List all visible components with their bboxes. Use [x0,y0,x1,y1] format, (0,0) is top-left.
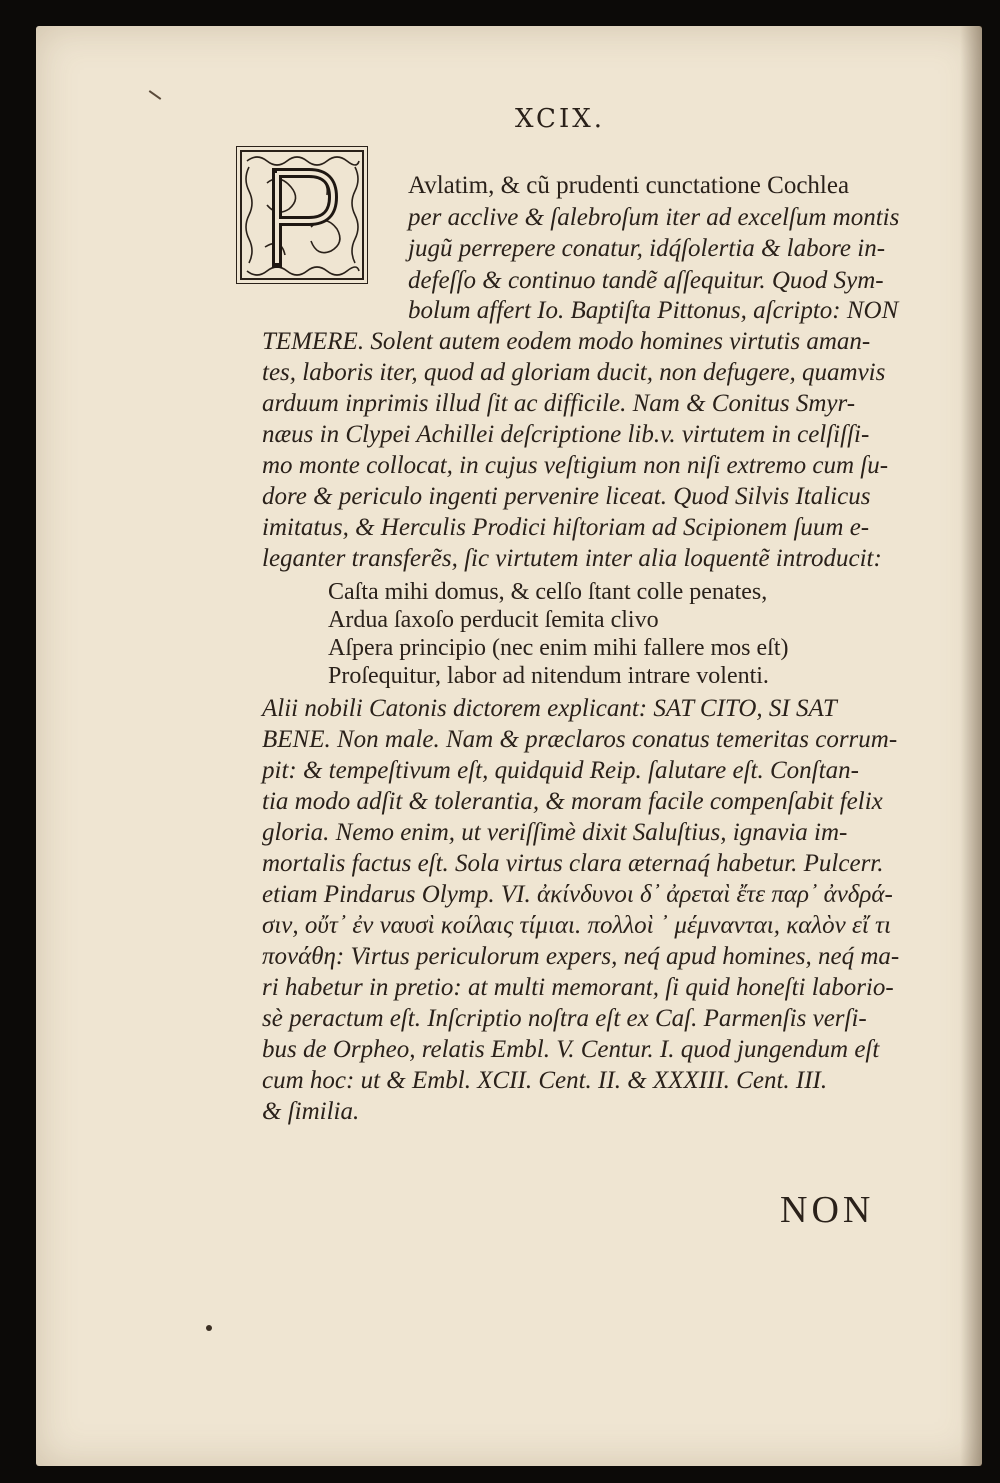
text-line: jugũ perrepere conatur, idq́ſolertia & labore in- [408,235,886,262]
verse-line: Aſpera principio (nec enim mihi fallere mos eſt) [328,635,789,661]
verse-line: Ardua ſaxoſo perducit ſemita clivo [328,607,659,633]
text-line: BENE. Non male. Nam & præclaros conatus temeritas corrum- [262,726,898,753]
text-line: defeſſo & continuo tandẽ aſſequitur. Quod Sym- [408,267,884,294]
decorated-initial-icon [236,146,368,284]
text-line: næus in Clypei Achillei deſcriptione lib.v. virtutem in celſiſſi- [262,421,870,448]
text-line: tia modo adſit & tolerantia, & moram facile compenſabit felix [262,788,883,815]
text-line: πονάθη: Virtus periculorum expers, neq́ apud homines, neq́ ma- [262,943,900,970]
text-line: bolum affert Io. Baptiſta Pittonus, aſcripto: NON [408,297,899,324]
text-line: ri habetur in pretio: at multi memorant, ſi quid honeſti laborio- [262,974,894,1001]
text-line: mo monte collocat, in cujus veſtigium non niſi extremo cum ſu- [262,452,889,479]
text-line: pit: & tempeſtivum eſt, quidquid Reip. ſalutare eſt. Conſtan- [262,757,859,784]
text-line: σιν, οὔτ᾽ ἐν ναυσὶ κοίλαις τίμιαι. πολλοὶ ᾿ μέμνανται, καλὸν εἴ τι [262,912,891,939]
catchword: NON [780,1189,875,1231]
verse-line: Caſta mihi domus, & celſo ſtant colle penates, [328,579,768,605]
text-line: sè peractum eſt. Inſcriptio noſtra eſt ex Caſ. Parmenſis verſi- [262,1005,867,1032]
text-line: cum hoc: ut & Embl. XCII. Cent. II. & XXXIII. Cent. III. [262,1067,828,1094]
text-line: mortalis factus eſt. Sola virtus clara æternaq́ habetur. Pulcerr. [262,850,884,877]
text-line: etiam Pindarus Olymp. VI. ἀκίνδυνοι δ᾽ ἀρεταὶ ἔτε παρ᾽ ἀνδρά- [262,881,893,908]
text-line: arduum inprimis illud ſit ac difficile. Nam & Conitus Smyr- [262,390,856,417]
page-spine-shadow [960,26,982,1466]
text-line: per acclive & ſalebroſum iter ad excelſum montis [408,204,900,231]
text-line: TEMERE. Solent autem eodem modo homines virtutis aman- [262,328,871,355]
text-line: Alii nobili Catonis dictorem explicant: SAT CITO, SI SAT [262,695,837,722]
folio-number: XCIX. [515,104,605,134]
text-line: tes, laboris iter, quod ad gloriam ducit, non defugere, quamvis [262,359,886,386]
verse-line: Proſequitur, labor ad nitendum intrare volenti. [328,663,769,689]
text-line: imitatus, & Herculis Prodici hiſtoriam ad Scipionem ſuum e- [262,514,870,541]
text-line: dore & periculo ingenti pervenire liceat. Quod Silvis Italicus [262,483,871,510]
ink-dot-icon [206,1325,212,1331]
text-line: leganter transferẽs, ſic virtutem inter alia loquentẽ introducit: [262,545,882,572]
text-line: bus de Orpheo, relatis Embl. V. Centur. I. quod jungendum eſt [262,1036,880,1063]
text-line: gloria. Nemo enim, ut veriſſimè dixit Saluſtius, ignavia im- [262,819,848,846]
text-line: & ſimilia. [262,1098,360,1125]
text-line: Avlatim, & cũ prudenti cunctatione Cochlea [408,172,850,199]
